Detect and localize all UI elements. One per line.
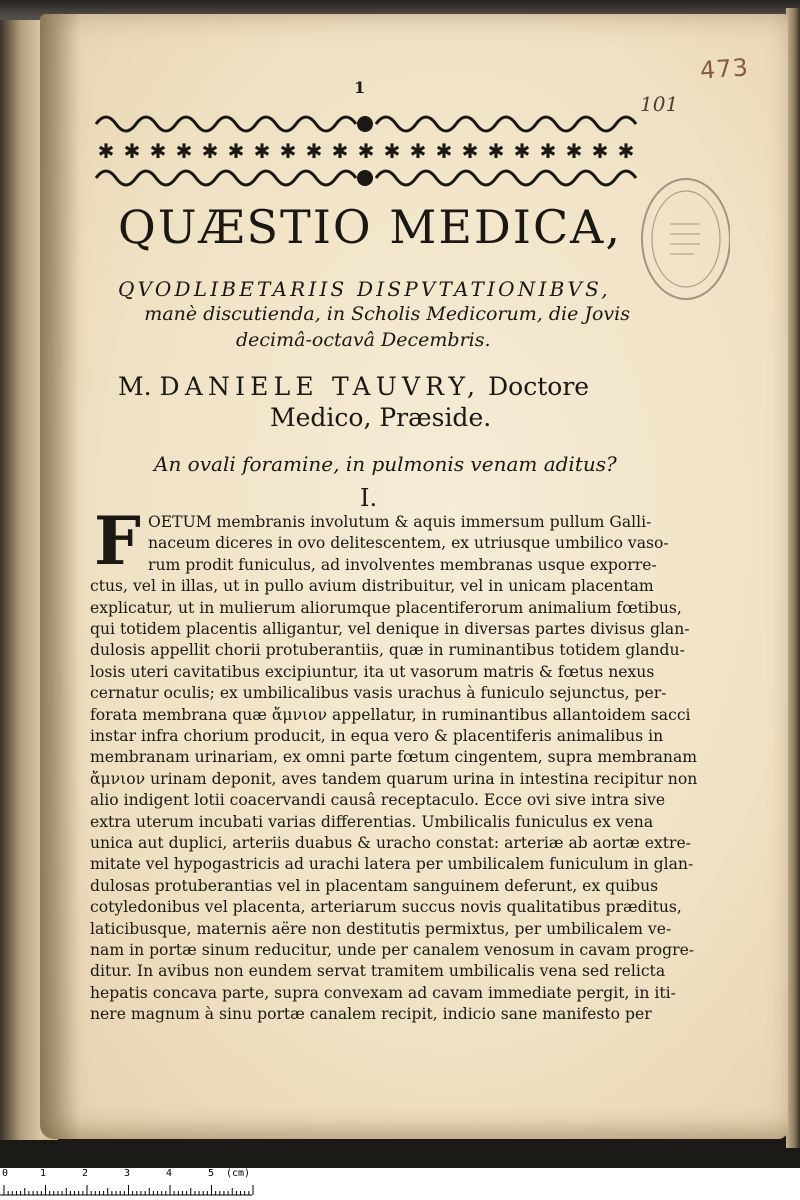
svg-text:✱: ✱ [461,139,479,163]
question-heading: An ovali foramine, in pulmonis venam aditus? [154,452,617,476]
ruler-label: 1 [40,1168,47,1179]
body-line: nere magnum à sinu portæ canalem recipit, indicio sane manifesto per [90,1005,652,1024]
svg-text:✱: ✱ [383,139,401,163]
subtitle-line: manè discutienda, in Scholis Medicorum, die Jovis [144,303,630,325]
body-line: losis uteri cavitatibus excipiuntur, ita ut vasorum matris & fœtus nexus [90,662,655,681]
folio-number: 1 [354,78,366,97]
svg-text:✱: ✱ [123,139,141,163]
svg-text:✱: ✱ [331,139,349,163]
svg-text:✱: ✱ [279,139,297,163]
body-line: ἄμνιον urinam deponit, aves tandem quarum urina in intestina recipitur non [90,769,698,788]
body-line: nam in portæ sinum reducitur, unde per canalem venosum in cavam progre- [90,941,695,959]
svg-text:✱: ✱ [227,139,245,163]
svg-text:✱: ✱ [97,139,115,163]
body-line: naceum diceres in ovo delitescentem, ex utriusque umbilico vaso- [148,534,669,553]
preses-initial: M. [118,372,152,401]
body-line: alio indigent lotii coacervandi causâ receptaculo. Ecce ovi sive intra sive [90,791,666,810]
body-line: qui totidem placentis alligantur, vel denique in diversas partes divisus glan- [90,620,690,638]
ruler-unit-label: (cm) [226,1168,251,1179]
body-line: extra uterum incubati varias differentias. Umbilicalis funiculus ex vena [90,812,654,831]
body-line: dulosas protuberantias vel in placentam sanguinem deferunt, ex quibus [90,876,659,895]
section-number: I. [360,484,378,512]
body-line: unica aut duplici, arteriis duabus & uracho constat: arteriæ ab aortæ extre- [90,834,691,852]
svg-text:✱: ✱ [357,139,375,163]
svg-text:✱: ✱ [149,139,167,163]
subtitle-line: decimâ-octavâ Decembris. [236,329,491,351]
preses-line [118,372,648,401]
ornament-band-icon [92,106,638,194]
svg-text:✱: ✱ [435,139,453,163]
svg-text:✱: ✱ [539,139,557,163]
body-line: OETUM membranis involutum & aquis immersum pullum Galli- [148,513,652,531]
svg-text:✱: ✱ [513,139,531,163]
body-line: laticibusque, maternis aëre non destitutis permixtus, per umbilicalem ve- [90,919,672,938]
subtitle-line: QVODLIBETARIIS DISPVTATIONIBVS, [118,277,611,301]
page-gutter-shadow [40,14,80,1139]
svg-text:✱: ✱ [487,139,505,163]
ruler-label: 0 [2,1168,9,1179]
ruler-ticks-icon [0,1182,260,1196]
body-line: dulosis appellit chorii protuberantiis, quæ in ruminantibus totidem glandu- [90,641,685,660]
body-line: ctus, vel in illas, ut in pullo avium distribuitur, vel in unicam placentam [90,577,654,596]
manuscript-number: 473 [699,53,750,85]
svg-text:✱: ✱ [201,139,219,163]
page-title: QUÆSTIO MEDICA, [118,200,622,254]
body-line: cernatur oculis; ex umbilicalibus vasis urachus à funiculo sejunctus, per- [90,684,667,703]
preses-title: Doctore [488,372,590,401]
svg-text:✱: ✱ [305,139,323,163]
scale-ruler [0,1168,800,1200]
body-line: rum prodit funiculus, ad involventes membranas usque exporre- [148,555,657,574]
body-line: hepatis concava parte, supra convexam ad cavam immediate pergit, in iti- [90,983,676,1002]
ruler-label: 2 [82,1168,89,1179]
body-line: instar infra chorium producit, in equa vero & placentiferis animalibus in [90,727,664,745]
svg-text:✱: ✱ [175,139,193,163]
ruler-label: 4 [166,1168,173,1179]
ruler-label: 3 [124,1168,131,1179]
preses-line-2: Medico, Præside. [270,403,492,432]
book-right-edge [786,8,800,1148]
drop-cap: F [94,502,141,580]
body-line: forata membrana quæ ἄμνιον appellatur, in ruminantibus allantoidem sacci [90,705,691,724]
body-line: ditur. In avibus non eundem servat tramitem umbilicalis vena sed relicta [90,962,666,981]
body-line: explicatur, ut in mulierum aliorumque placentiferorum animalium fœtibus, [90,598,682,617]
body-line: membranam urinariam, ex omni parte fœtum cingentem, supra membranam [90,748,698,767]
svg-text:✱: ✱ [565,139,583,163]
svg-text:✱: ✱ [253,139,271,163]
body-line: mitate vel hypogastricis ad urachi latera per umbilicalem funiculum in glan- [90,855,694,874]
svg-text:✱: ✱ [591,139,609,163]
body-line: cotyledonibus vel placenta, arteriarum succus novis qualitatibus præditus, [90,898,682,917]
page-number: 101 [640,92,679,116]
svg-text:✱: ✱ [617,139,635,163]
preses-name: DANIELE TAUVRY, [159,372,481,401]
svg-text:✱: ✱ [409,139,427,163]
ruler-label: 5 [208,1168,215,1179]
